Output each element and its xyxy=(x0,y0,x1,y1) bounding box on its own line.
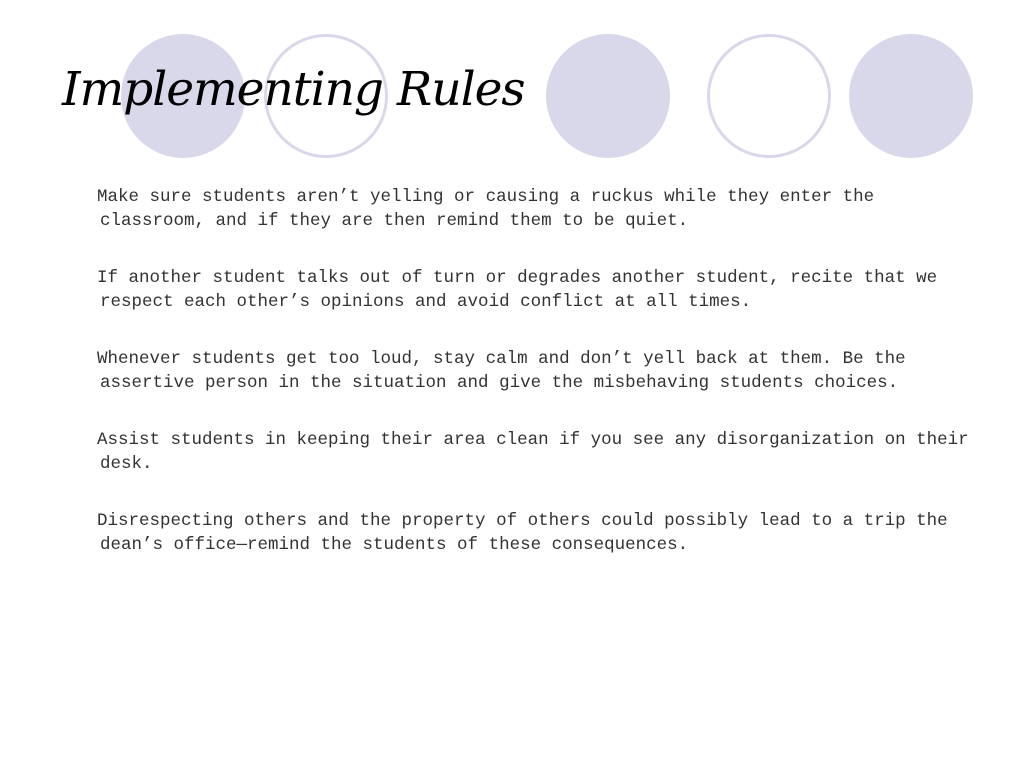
decorative-circle-filled-2 xyxy=(546,34,670,158)
bullet-item: Assist students in keeping their area clean if you see any disorganization on their desk. xyxy=(97,430,969,474)
slide-title: Implementing Rules xyxy=(62,62,525,117)
bullet-list xyxy=(97,185,977,590)
bullet-item: Whenever students get too loud, stay calm and don’t yell back at them. Be the assertive person in the situation and give the misbehaving students choices. xyxy=(97,349,906,393)
bullet-item: Disrespecting others and the property of others could possibly lead to a trip the dean’s office—remind the students of these consequences. xyxy=(97,511,948,555)
bullet-item: If another student talks out of turn or degrades another student, recite that we respect each other’s opinions and avoid conflict at all times. xyxy=(97,268,938,312)
bullet-item: Make sure students aren’t yelling or causing a ruckus while they enter the classroom, and if they are then remind them to be quiet. xyxy=(97,187,875,231)
decorative-circle-filled-3 xyxy=(849,34,973,158)
decorative-circle-outline-2 xyxy=(707,34,831,158)
